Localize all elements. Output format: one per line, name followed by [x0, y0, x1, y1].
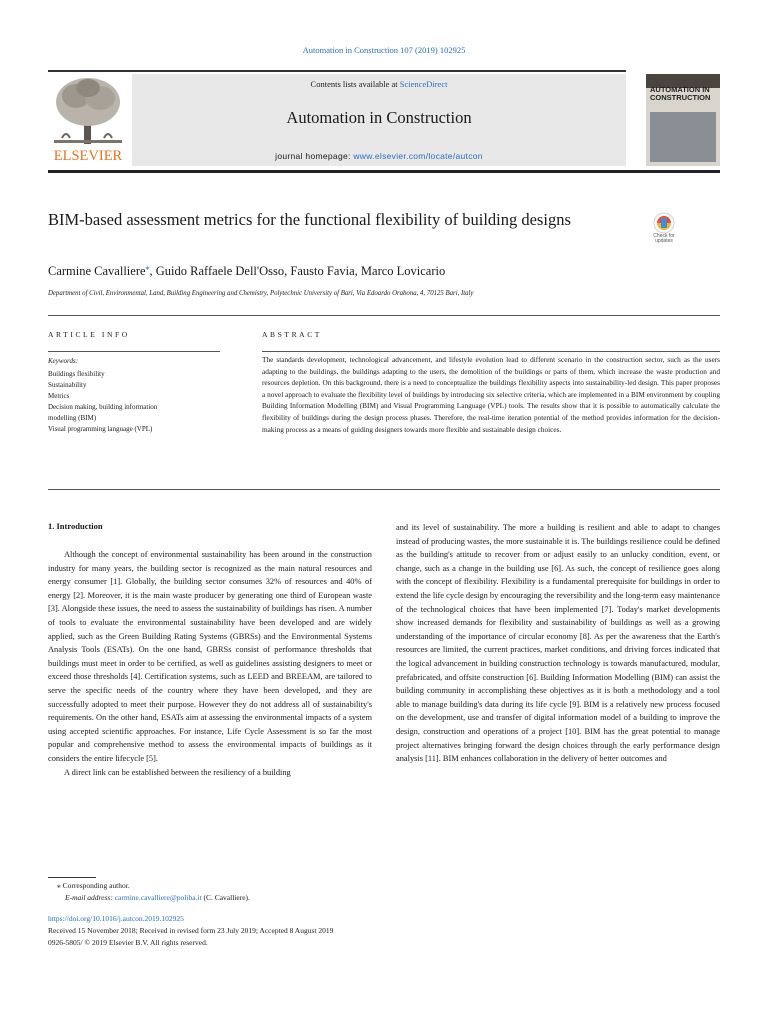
author-name[interactable]: Carmine Cavalliere: [48, 264, 146, 279]
keyword-item: Visual programming language (VPL): [48, 425, 153, 433]
sciencedirect-link[interactable]: ScienceDirect: [399, 79, 448, 89]
body-paragraph: and its level of sustainability. The more a building is resilient and able to adapt to changes instead of producing wastes, the more sustainable it is. The buildings resilience could be defined as the building's attitude to recover from or adjust easily to an unlucky condition, event, or change, such as a change in the building use [6]. As such, the concept of resilience goes along with the concept of flexibility. Flexibility is a fundamental prerequisite for buildings in order to extend the life cycle design by encouraging the reversibility and the long-term easy maintenance of the technological choices that have been implemented [7]. Today's market developments show increased demands for flexibility and sustainability of buildings as well as a growing understanding of the importance of circular economy [8]. As per the awareness that the Earth's resources are limited, the current practices, market conditions, and driving forces indicated that the logical advancement in building construction technology is towards manufactured, modular, prefabricated, and offsite construction [6]. Building Information Modelling (BIM) can assist the building community in accomplishing these objectives as it is both a methodology and a tool able to manage building's data during its life cycle [9]. BIM is a relatively new process focused on the development, use and transfer of digital information model of a building to improve the design, construction and operations of a project [10]. BIM has the great potential to manage project alternatives bringing forward the design choices through the early performance design analysis [11]. BIM enhances collaboration in the delivery of better outcomes and: [396, 523, 720, 764]
email-suffix: (C. Cavalliere).: [201, 893, 250, 902]
abstract-heading: ABSTRACT: [262, 330, 322, 339]
author-separator: ,: [149, 264, 156, 279]
affiliation: Department of Civil, Environmental, Land, Building Engineering and Chemistry, Polytechnic University of Bari, Via Edoardo Orabona, 4, 70125 Bari, Italy: [48, 290, 474, 297]
email-note: [65, 893, 250, 902]
section-heading: 1. Introduction: [48, 521, 103, 531]
author-separator: ,: [284, 264, 291, 279]
body-column-left: [48, 548, 372, 779]
elsevier-logo: [48, 74, 128, 164]
elsevier-wordmark: ELSEVIER: [53, 148, 123, 164]
contents-prefix: Contents lists available at: [310, 79, 400, 89]
elsevier-tree-icon: [48, 74, 128, 164]
crossmark-icon: [647, 212, 681, 234]
doi-link[interactable]: https://doi.org/10.1016/j.autcon.2019.102925: [48, 914, 184, 923]
author-name[interactable]: Marco Lovicario: [360, 264, 446, 279]
cover-image: [650, 112, 716, 162]
copyright: 0926-5805/ © 2019 Elsevier B.V. All rights reserved.: [48, 938, 208, 947]
journal-reference-link[interactable]: Automation in Construction 107 (2019) 102925: [302, 45, 466, 55]
homepage-line: [132, 151, 626, 161]
keywords-label: Keywords:: [48, 357, 79, 365]
journal-name: Automation in Construction: [286, 108, 472, 127]
author-separator: ,: [354, 264, 361, 279]
author-name[interactable]: Guido Raffaele Dell'Osso: [155, 264, 285, 279]
email-label: E-mail address:: [65, 893, 115, 902]
cover-title: AUTOMATION IN CONSTRUCTION: [650, 85, 711, 102]
header-rule: [48, 70, 626, 72]
body-column-right: [396, 521, 720, 766]
corresponding-mark: ⁎: [57, 881, 61, 890]
header-bottom-rule: [48, 170, 720, 173]
divider: [48, 315, 720, 316]
keyword-item: Buildings flexibility: [48, 370, 105, 378]
divider: [262, 351, 720, 352]
keyword-item: Metrics: [48, 392, 70, 400]
body-paragraph: Although the concept of environmental sustainability has been around in the construction industry for many years, the building sector is recognized as the main natural resources and energy consumer [1]. Globally, the building sector consumes 32% of resources and 40% of energy [2]. Moreover, it is the main waste producer by generating one third of European waste [3]. Alongside these issues, the need to assess the sustainability of buildings has risen. A number of tools to evaluate the environmental sustainability have been developed and are widely applied, such as the Green Building Rating Systems (GBRSs) and the Environmental Systems Analysis Tools (ESATs). On the one hand, GBRSs consist of performance thresholds that buildings must meet in order to be certified, as well as guidelines assisting designers to meet or exceed those thresholds [4]. Certification systems, such as LEED and BREEAM, are tailored to serve the specific needs of the country where they have been developed, and they are successfully adopted to meet their purpose. However they do not address all of sustainability's requirements. On the other hand, ESATs aim at assessing the environmental impacts of a system using accepted scientific approaches. For instance, Life Cycle Assessment is so far the most popular and comprehensive method to assess the environmental impacts of buildings as it considers the entire lifecycle [5].: [48, 550, 372, 763]
crossmark-label: Check for updates: [653, 233, 675, 244]
article-info-heading: ARTICLE INFO: [48, 330, 130, 339]
article-dates: Received 15 November 2018; Received in revised form 23 July 2019; Accepted 8 August 2019: [48, 926, 334, 935]
corresponding-author-mark[interactable]: ⁎: [145, 263, 150, 272]
keyword-item: Decision making, building information: [48, 403, 158, 411]
author-name[interactable]: Fausto Favia: [290, 264, 355, 279]
keyword-item: Sustainability: [48, 381, 87, 389]
abstract-text: The standards development, technological advancement, and lifestyle evolution lead to different scenario in the construction sector, such as the users adapting to the buildings, the buildings adapting to the users, the demolition of the buildings or parts of them, which increase the waste production and resources depletion. On this background, there is a need to conceptualize the buildings flexibility aspects into sustainability-led design. This paper proposes a novel approach to evaluate the flexibility level of buildings by introducing six selective criteria, which are implemented in a BIM environment by coupling Building Information Modelling (BIM) and Visual Programming Language (VPL) tools. The results show that it is possible to automatically calculate the flexibility of buildings during the design process phases. Therefore, the real-time iteration potential of the method provides information for the decision-making process as a means of guiding designers towards more flexible and sustainable design choices.: [262, 355, 720, 434]
author-list: [48, 263, 445, 279]
email-link[interactable]: carmine.cavalliere@poliba.it: [114, 893, 202, 902]
homepage-prefix: journal homepage:: [275, 151, 354, 161]
contents-line: [132, 79, 626, 89]
footnote-rule: [48, 877, 96, 878]
journal-cover-thumbnail[interactable]: [646, 74, 720, 166]
body-paragraph: A direct link can be established between the resiliency of a building: [64, 767, 291, 777]
homepage-link[interactable]: www.elsevier.com/locate/autcon: [353, 151, 483, 161]
corresponding-text: Corresponding author.: [60, 881, 130, 890]
keyword-item: modelling (BIM): [48, 414, 97, 422]
paper-title: BIM-based assessment metrics for the functional flexibility of building designs: [48, 210, 571, 229]
divider: [48, 489, 720, 490]
divider: [48, 351, 220, 352]
corresponding-author-note: [57, 881, 130, 890]
